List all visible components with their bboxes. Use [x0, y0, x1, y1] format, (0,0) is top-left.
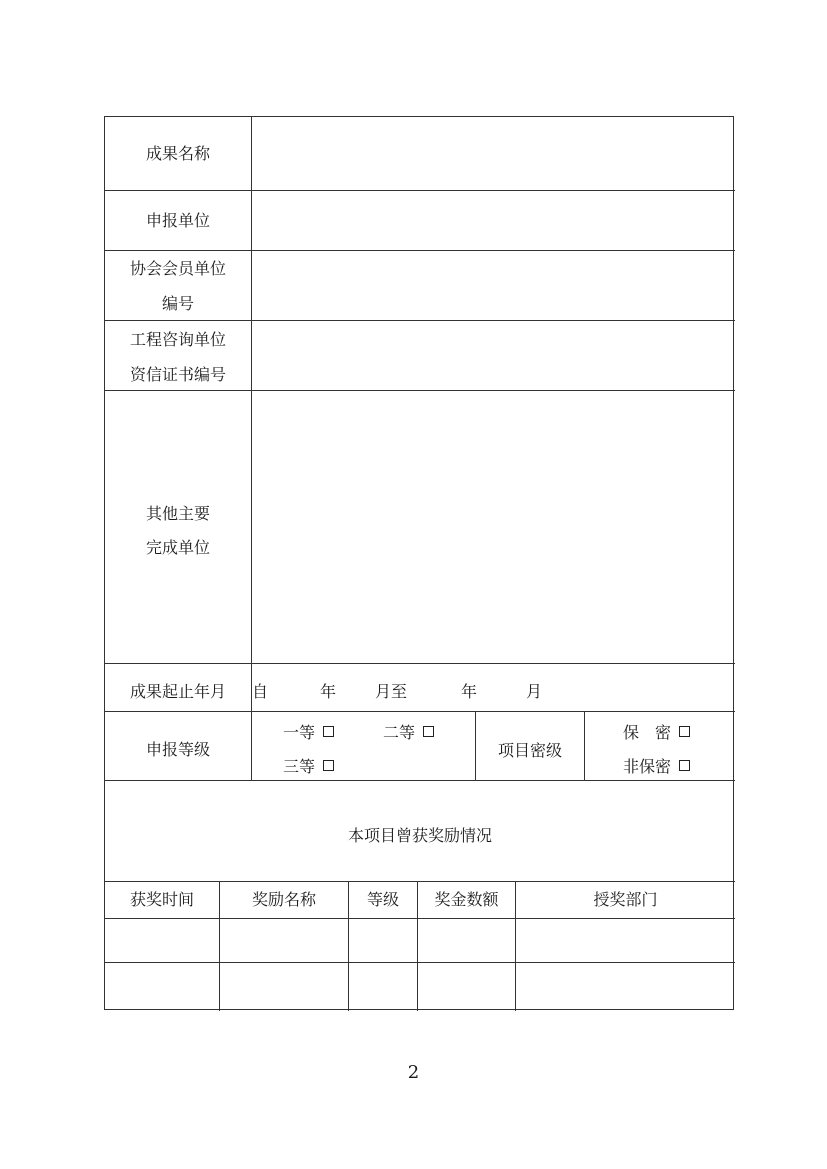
declaring-unit-field[interactable] [252, 191, 735, 250]
date-month-to-text: 月至 [375, 682, 408, 701]
row-divider [105, 881, 735, 882]
column-divider [584, 711, 585, 780]
achievement-name-label: 成果名称 [145, 144, 210, 163]
date-year1-text: 年 [319, 682, 336, 701]
awards-heading: 本项目曾获奖励情况 [347, 826, 492, 845]
row-divider [105, 663, 735, 664]
secrecy-level-label: 项目密级 [497, 741, 562, 760]
level-second-option[interactable] [383, 716, 434, 750]
checkbox-icon[interactable] [423, 726, 434, 737]
achievement-name-field[interactable] [252, 117, 735, 190]
certificate-number-label-line2: 资信证书编号 [129, 365, 226, 384]
row-divider [105, 711, 735, 712]
secret-option[interactable] [623, 716, 690, 750]
level-third-option[interactable] [283, 750, 334, 784]
award-col-amount: 奖金数额 [434, 890, 499, 909]
member-number-label-line1: 协会会员单位 [129, 259, 226, 278]
other-units-label-line2: 完成单位 [145, 538, 210, 557]
other-units-label-line1: 其他主要 [145, 504, 210, 523]
date-range-label: 成果起止年月 [129, 682, 226, 701]
level-first-text: 一等 [283, 723, 316, 742]
date-year2-text: 年 [460, 682, 477, 701]
declared-level-label: 申报等级 [145, 740, 210, 759]
secret-text: 保 密 [623, 723, 672, 742]
date-from-text: 自 [252, 682, 269, 701]
award-col-department: 授奖部门 [593, 890, 658, 909]
page-number: 2 [407, 1062, 420, 1083]
nonsecret-option[interactable] [623, 750, 690, 784]
member-number-label-line2: 编号 [161, 294, 194, 313]
member-number-field[interactable] [252, 251, 735, 320]
award-col-grade: 等级 [366, 890, 399, 909]
level-second-text: 二等 [383, 723, 416, 742]
checkbox-icon[interactable] [323, 760, 334, 771]
other-units-field[interactable] [252, 391, 735, 663]
award-row-2[interactable] [105, 963, 735, 1011]
checkbox-icon[interactable] [323, 726, 334, 737]
award-col-time: 获奖时间 [129, 890, 194, 909]
award-col-name: 奖励名称 [251, 890, 316, 909]
date-month2-text: 月 [525, 682, 542, 701]
checkbox-icon[interactable] [679, 760, 690, 771]
award-row-1[interactable] [105, 919, 735, 962]
certificate-number-label-line1: 工程咨询单位 [129, 330, 226, 349]
level-third-text: 三等 [283, 757, 316, 776]
checkbox-icon[interactable] [679, 726, 690, 737]
application-form [104, 116, 734, 1010]
certificate-number-field[interactable] [252, 321, 735, 390]
nonsecret-text: 非保密 [623, 757, 672, 776]
level-first-option[interactable] [283, 716, 334, 750]
declaring-unit-label: 申报单位 [145, 211, 210, 230]
